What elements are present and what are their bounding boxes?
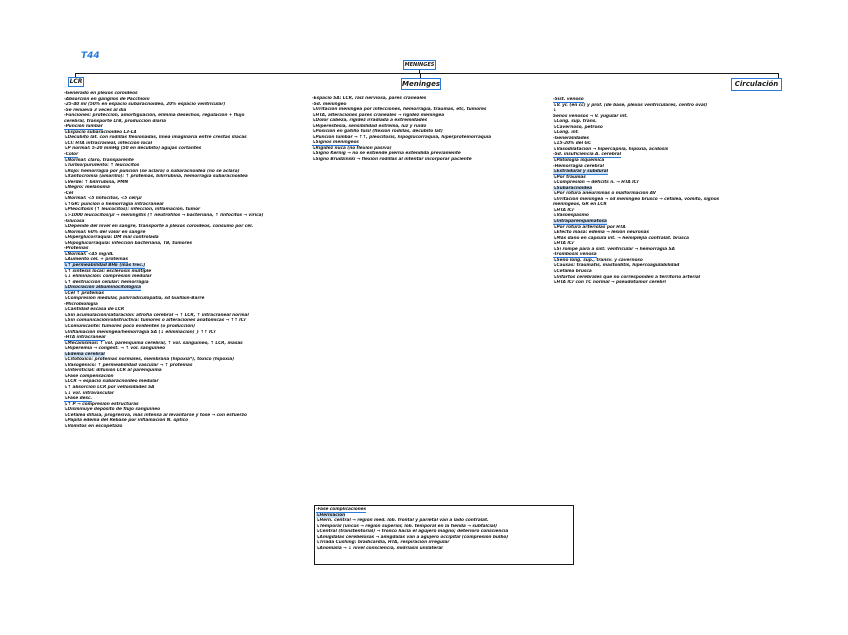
- lcr-line-text: -HTA intracraneal: [64, 335, 106, 341]
- lcr-line-text: -Generado en plexos coroideos: [64, 91, 138, 96]
- circulacion-line-text: ↳Compresión → déficits n. → HTA ICr: [553, 180, 639, 186]
- circulacion-line-text: -Hemorragia cerebral: [553, 163, 604, 169]
- circulacion-line-text: ↳Por rotura aneurismas o malformación AV: [553, 191, 657, 197]
- lcr-line-text: ↳↑GR: punción o hemorragia intracraneal: [64, 201, 164, 207]
- circulacion-line-text: -Generalidades: [553, 135, 589, 141]
- lcr-line-text: ↳Papila edema del Rebase por inflamación N. óptico: [64, 418, 189, 424]
- lcr-line-text: ↳↓ vol. intravascular: [64, 390, 114, 396]
- complications-line-text: ↳Amígdalas cerebelosas → amígdalas van a agujero occipital (compresión bulbo): [316, 534, 509, 540]
- lcr-line-text: ↳↑ destrucción celular: hemorragia: [64, 279, 149, 285]
- lcr-line-text: ↳↑ absorción LCR por vellosidades SA: [64, 384, 155, 390]
- circulacion-line-text: ↳Efecto masa: edema → lesión neuronas: [553, 230, 649, 236]
- lcr-line-text: ↳Mecanismos: ↑ vol. parénquima cerebral, ↑ vol. sanguíneo, ↑ LCR, masas: [64, 340, 243, 346]
- complications-line-text: ↳Tríada Cushing: bradicardia, HTA, respiración irregular: [316, 540, 450, 546]
- meninges-line-text: ↳Irritación meníngea por infecciones, hemorragia, traumas, etc, tumores: [312, 107, 487, 113]
- circulacion-line-text: ↳HTA ICr: [553, 207, 575, 213]
- lcr-line-text: ↳Hipoglucorraquia: infección bacteriana, TB, tumores: [64, 240, 192, 246]
- lcr-line-text: ↳Comunicante: tumores poco evidentes (o producción): [64, 323, 196, 329]
- lcr-line-text: ↳Normal: 60% del valor en sangre: [64, 229, 146, 235]
- lcr-line: [64, 424, 309, 430]
- lcr-line-text: ↳Vasogénico: ↑ permeabilidad vascular → ↑ proteínas: [64, 362, 193, 368]
- circulacion-line-text: ↓: [553, 108, 557, 114]
- lcr-line-text: ↳Pleocitosis (↑ leucocitos): infección, inflamación, tumor: [64, 207, 201, 213]
- lcr-line-text: ↳Disminuye depósito de flujo sanguíneo: [64, 407, 160, 413]
- complications-line-text: ↳Herniación: [316, 512, 346, 518]
- complications-line-text: ↳Temporal (uncus → región superior, lób. temporal en la tienda → subfalcial): [316, 523, 498, 529]
- circulacion-line-text: ↳Causas: traumatis, mastoiditis, hipercoagulabilidad: [553, 263, 680, 269]
- circulacion-line-text: ↳Long. sup. trans.: [553, 119, 597, 125]
- complications-line-text: ↳Hern. central → región med. lób. frontal y parietal van a lado contralat.: [316, 518, 489, 524]
- circulacion-line-text: meníngeos, GR en LCR: [553, 202, 607, 208]
- lcr-line-text: ↳Xantocromía (amarillo): ↑ proteínas, bilirrubina, hemorragia subaracnoidea: [64, 174, 248, 180]
- lcr-line-text: ↳Decúbito lat. con rodillas flexionadas, línea imaginaria entre crestas ilíacas: [64, 135, 247, 141]
- circulacion-line-text: Senos venosos → V. yugular int.: [553, 113, 628, 119]
- complications-line: [316, 546, 571, 552]
- circulacion-line: [553, 280, 798, 286]
- lcr-line-text: ↳>1000 leucocitos/µl → meningitis (↑ neutrófilos → bacteriana, ↑ linfocitos → vírica): [64, 213, 264, 219]
- lcr-line-text: -Punción lumbar: [64, 124, 103, 130]
- circulacion-line-text: ↳15-20% del GC: [553, 141, 592, 147]
- lcr-line-text: -Cél: [64, 190, 74, 196]
- lcr-line-text: ↳Depende del nivel en sangre, transporte a plexos coroideos, consumo por cél.: [64, 224, 254, 230]
- lcr-line-text: ↳Sin acumulación/saturación: atrofia cerebral → ↑ LCR, ↑ intracraneal normal: [64, 312, 249, 318]
- meninges-line-text: -Espacio SA: LCR, raíz nerviosa, pares craneales: [312, 96, 427, 101]
- circulacion-column: [553, 97, 798, 286]
- circulacion-line-text: ↳Intraparenquimatosa: [553, 219, 607, 225]
- lcr-line-text: ↳Intersticial: difusión LCR al parénquima: [64, 368, 162, 374]
- lcr-line-text: -Se renueva 3 veces al día: [64, 107, 127, 113]
- meninges-line-text: ↳Hiperestesia, sensibilidad extrema, luz y ruido: [312, 123, 427, 129]
- lcr-line-text: ↳Turbio/purulento: ↑ leucocitos: [64, 163, 140, 169]
- lcr-line-text: -25-40 ml (50% en espacio subaracnoideo, 20% espacio ventricular): [64, 102, 226, 108]
- lcr-line-text: -Proteínas: [64, 246, 89, 252]
- header-meninges: Meninges: [402, 80, 441, 88]
- lcr-line-text: ↳Aumento cél. + proteínas: [64, 257, 128, 263]
- lcr-line-text: ↳Hiperglucorraquia: DM mal controlada: [64, 235, 159, 241]
- lcr-line-text: ↳Inflamación meníngea/hemorragia SA (↓ eliminación) } ↑↑ ICr: [64, 329, 216, 335]
- lcr-line-text: -Funciones: protección, amortiguación, elimina desechos, regulación + flujo: [64, 113, 245, 119]
- circulacion-line-text: ↳Por traumas: [553, 174, 586, 180]
- complications-line-text: ↳Anomalía → ↓ nivel consciencia, midriasis unilateral: [316, 545, 443, 551]
- meninges-line-text: ↳Signos meníngeos: [312, 140, 359, 146]
- circulacion-line-text: ↳HTA ICr con TC normal → pseudotumor cerebri: [553, 280, 666, 286]
- lcr-line-text: ↳↑ permeabilidad BHE (más frec.): [64, 262, 146, 268]
- lcr-column: [64, 91, 309, 429]
- lcr-line-text: ↳Disociación albuminocitológica: [64, 285, 141, 291]
- circulacion-line-text: ↳Seno long. sup., transv. y cavernoso: [553, 257, 643, 263]
- circulacion-line-text: ↳Infartos cerebrales que no corresponden a territorio arterial: [553, 274, 701, 280]
- header-circulacion: Circulación: [731, 78, 782, 91]
- complications-line-text: -Fase complicaciones: [316, 507, 367, 512]
- circulacion-line-text: ↳Long. inf.: [553, 130, 579, 136]
- meninges-column: [312, 96, 547, 163]
- circulacion-line-text: ↳Patología isquémica: [553, 158, 605, 164]
- circulacion-line-text: ↳HTA ICr: [553, 241, 575, 247]
- lcr-line-text: ↳Edema cerebral: [64, 351, 105, 357]
- meninges-line-text: ↳Punción lumbar → ↑↑, pleocitosis, hipoglucorraquia, hiperproteinorraquia: [312, 134, 492, 140]
- connector-main: [75, 73, 779, 74]
- meninges-line-text: ↳HTA, alteraciones pares craneales → rigidez meníngea: [312, 112, 445, 118]
- lcr-line-text: ↳↓ eliminación: compresión medular: [64, 274, 152, 280]
- lcr-line-text: ↳Normal: claro, transparente: [64, 157, 134, 163]
- circulacion-line-text: -Sd. insuficiencia A. cerebral: [553, 152, 622, 158]
- lcr-line-text: ↳Negro: melanoma: [64, 185, 110, 191]
- circulacion-line-text: -Trombosis venosa: [553, 252, 597, 258]
- meninges-line-text: ↳Signo Kernig → no se extiende pierna extendida previamente: [312, 151, 461, 157]
- lcr-line-text: ↳↑ P → compresión estructuras: [64, 401, 139, 407]
- lcr-line-text: ↳Verde: ↑ bilirrubina, PMN: [64, 179, 129, 185]
- circulacion-line-text: ↳Vasoespasmo: [553, 213, 589, 219]
- lcr-line-text: ↳Vómitos en escopetazo: [64, 423, 123, 429]
- lcr-line-text: ↳Cantidad escasa de LCR: [64, 307, 125, 313]
- meninges-line-text: ↳Posición en gatillo fusil (flexión rodillas, decúbito lat): [312, 129, 443, 135]
- lcr-line-text: ↳Hiperemia → congest. → ↑ vol. sanguíneo: [64, 346, 166, 352]
- lcr-line-text: ↳Normal: <45 mg/dL: [64, 251, 114, 257]
- lcr-line-text: ↳LCR → espacio subaracnoideo medular: [64, 379, 159, 385]
- lcr-line-text: cerebral, transporte LTB, producción diaria: [64, 118, 166, 124]
- lcr-line-text: ↳Citotóxico: proteínas normales, membrana (hipoxia*), tóxico (hipoxia): [64, 357, 235, 363]
- lcr-line-text: -Microbiología: [64, 301, 98, 307]
- circulacion-line-text: ↳V. yr. (en cc) y prof. (de base, plexos ventriculares, centro oval): [553, 102, 708, 108]
- meninges-line-text: ↳Dolor cabeza, rigidez irradiada a extremidades: [312, 118, 428, 124]
- complications-line-text: ↳Central (transtentorial) → tronco hacia el agujero magno; deterioro consciencia: [316, 529, 509, 535]
- lcr-line-text: ↳Fase desc.: [64, 396, 93, 402]
- circulacion-line-text: -Sist. venoso: [553, 97, 584, 102]
- lcr-line-text: ↳Cefalea difusa, progresiva, más intensa al levantarse y tose → con esfuerzo: [64, 412, 247, 418]
- lcr-line-text: -Color: [64, 152, 79, 158]
- lcr-line-text: ↳CI: HTA intracraneal, infección local: [64, 140, 153, 146]
- lcr-line-text: ↳Espacio subaracnoideo L3-L4: [64, 129, 137, 135]
- header-lcr: LCR: [69, 78, 83, 85]
- circulacion-line-text: ↳Extradural y subdural: [553, 169, 609, 175]
- lcr-line-text: ↳P normal: 5-20 mmHg (50 en decúbito) agujas cortantes: [64, 146, 202, 152]
- circulacion-line-text: ↳Más daño en cápsula int. → hemiplejía contralat. brusca: [553, 235, 689, 241]
- circulacion-line-text: ↳Por rotura arteriolas por HTA: [553, 224, 626, 230]
- lcr-line-text: ↳↑ síntesis local: esclerosis múltiple: [64, 268, 152, 274]
- circulacion-line-text: ↳Irritación meníngea → sd meníngeo brusco → cefalea, vómito, signos: [553, 196, 720, 202]
- meninges-line: [312, 157, 547, 163]
- meninges-line-text: -Sd. meníngeo: [312, 101, 347, 107]
- circulacion-line-text: ↳Subaracnoidea: [553, 185, 592, 191]
- lcr-line-text: ↳Normal: <5 linfocitos, <5 cél/µl: [64, 196, 142, 202]
- circulacion-line-text: ↳Vasodilatación → hipercapnia, hipoxia, acidosis: [553, 146, 669, 152]
- lcr-line-text: ↳Compresión medular, polirradiculopatía, sd Guillain-Barré: [64, 296, 205, 302]
- lcr-line-text: ↳Rojo: hemorragia por punción (se aclara) o subaracnoidea (no se aclara): [64, 168, 240, 174]
- lcr-line-text: ↳Fase compensación: [64, 373, 114, 379]
- page-tag: T44: [81, 51, 100, 61]
- lcr-line-text: ↳Sin comunicación/obstructiva: tumores o alteraciones anatómicas → ↑↑ ICr: [64, 318, 246, 324]
- lcr-line-text: ↳Cél ↑ proteínas: [64, 290, 105, 296]
- page-title: MENINGES: [404, 62, 435, 68]
- circulacion-line-text: ↳Cavernoso, petroso: [553, 124, 603, 130]
- circulacion-line-text: ↳Cefalea brusca: [553, 268, 592, 274]
- complications-column: [316, 507, 571, 551]
- lcr-line-text: -Glucosa: [64, 218, 85, 224]
- lcr-line-text: -Absorción en ganglios de Pacchioni: [64, 96, 150, 102]
- meninges-line-text: ↳Rigidez nuca (no flexión pasiva): [312, 145, 392, 151]
- circulacion-line-text: ↳Si rompe para a sist. ventricular → hemorragia SA: [553, 246, 675, 252]
- meninges-line-text: ↳Signo Brudzinski → flexión rodillas al intentar incorporar paciente: [312, 157, 472, 163]
